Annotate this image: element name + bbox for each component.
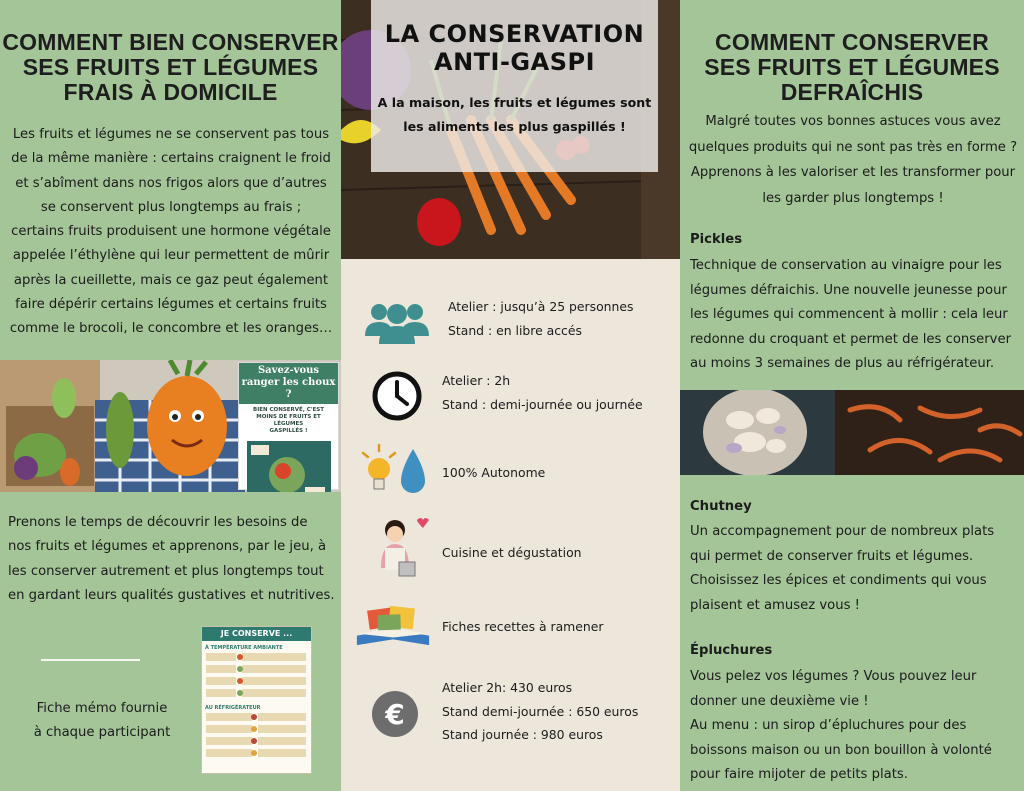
left-title-line: SES FRUITS ET LÉGUMES [22, 54, 319, 80]
memo-poster-section-heading: À TEMPÉRATURE AMBIANTE [205, 645, 283, 651]
text-line: Stand : en libre accés [448, 322, 582, 338]
text-line: de la même manière : certains craignent le froid [11, 151, 331, 167]
text-line: les légumes qui commencent à mollir : cela leur [690, 307, 1008, 322]
text-line: Atelier : jusqu’à 25 personnes [448, 299, 634, 314]
text-line: et s’abîment dans nos frigos alors que d’autres [15, 175, 327, 191]
text-line: les conserver autrement et plus longtemps tout [8, 563, 324, 579]
text-line: Au menu : un sirop d’épluchures pour des [690, 718, 967, 733]
svg-text:€: € [385, 698, 405, 731]
text-line: Prenons le temps de découvrir les besoins de [8, 515, 308, 530]
epluchures-text [690, 665, 1020, 788]
text-line: Un accompagnement pour de nombreux plats [690, 524, 995, 539]
memo-poster-section-heading: AU RÉFRIGÉRATEUR [205, 705, 261, 711]
feature-autonomy [341, 443, 680, 503]
main-title-line: ANTI-GASPI [434, 48, 595, 76]
choux-poster [238, 362, 339, 490]
feature-cooking [341, 514, 680, 584]
text-line: boissons maison ou un bon bouillon à volonté [690, 742, 992, 758]
text-line: faire dépérir certains légumes et certains fruits [15, 297, 327, 313]
text-line: BIEN CONSERVÉ, C'EST [253, 407, 324, 413]
text-line: Choisissez les épices et condiments qui vous [690, 573, 987, 588]
feature-text [442, 676, 638, 747]
chutney-heading: Chutney [690, 499, 752, 514]
feature-text [442, 369, 643, 416]
feature-capacity [341, 292, 680, 352]
feature-text [442, 541, 582, 565]
text-line: nos fruits et légumes et apprenons, par le jeu, à [8, 539, 327, 555]
text-line: ranger les choux ? [241, 377, 336, 400]
text-line: Les fruits et légumes ne se conservent pas tous [12, 127, 330, 142]
right-title-line: COMMENT CONSERVER [715, 29, 989, 55]
text-line: pour faire mijoter de petits plats. [690, 767, 908, 782]
chutney-text [690, 520, 1020, 618]
text-line: les garder plus longtemps ! [762, 190, 944, 206]
crochet-vegetables-photo [0, 360, 341, 492]
text-line: après la cueillette, mais ce gaz peut également [13, 272, 329, 288]
text-line: Fiche mémo fournie [36, 701, 168, 716]
text-line: GASPILLÉS ! [269, 428, 308, 434]
feature-text [442, 615, 603, 639]
clock-icon [359, 366, 435, 426]
text-line: MOINS DE FRUITS ET LÉGUMES [256, 414, 321, 427]
choux-poster-title [239, 363, 338, 404]
feature-pricing [341, 676, 680, 748]
recipe-books-icon [355, 600, 431, 656]
text-line: les aliments les plus gaspillés ! [403, 119, 626, 134]
text-line: Stand journée : 980 euros [442, 727, 603, 742]
text-line: comme le brocoli, le concombre et les oranges… [9, 321, 333, 337]
text-line: en gardant leurs qualités gustatives et nutritives. [8, 587, 335, 603]
right-panel [680, 0, 1024, 791]
text-line: Vous pelez vos légumes ? Vous pouvez leur [690, 669, 977, 684]
euro-icon [359, 682, 435, 742]
right-title [680, 30, 1024, 105]
text-line: légumes défraichis. Une nouvelle jeunesse pour [690, 282, 1007, 298]
people-icon [359, 292, 435, 352]
text-line: redonne du croquant et permet de les conserver [690, 331, 1012, 347]
text-line: A la maison, les fruits et légumes sont [377, 95, 652, 110]
epluchures-heading: Épluchures [690, 643, 773, 658]
memo-poster-grid-bottom [202, 711, 311, 769]
text-line: appelée l’éthylène qui leur permettent de mûrir [12, 248, 330, 264]
right-title-line: DEFRAÎCHIS [780, 79, 924, 105]
text-line: se conservent plus longtemps au frais ; [40, 199, 302, 215]
text-line: Apprenons à les valoriser et les transformer pour [690, 165, 1016, 180]
memo-poster-grid-top [202, 651, 311, 699]
main-subtitle [371, 91, 658, 139]
text-line: 100% Autonome [442, 465, 546, 480]
right-title-line: SES FRUITS ET LÉGUMES [704, 54, 1000, 80]
bulb-drop-icon [359, 443, 435, 503]
text-line: qui permet de conserver fruits et légumes. [690, 548, 974, 564]
divider-line [41, 659, 140, 661]
text-line: Stand demi-journée : 650 euros [442, 703, 639, 719]
text-line: au moins 3 semaines de plus au réfrigérateur. [690, 356, 995, 371]
left-discover-paragraph [8, 511, 338, 608]
middle-panel [341, 0, 680, 791]
text-line: certains fruits produisent une hormone végétale [11, 224, 331, 240]
main-title-line: LA CONSERVATION [384, 20, 645, 48]
left-panel [0, 0, 341, 791]
pickles-photos [680, 390, 1024, 475]
text-line: quelques produits qui ne sont pas très en forme ? [688, 139, 1018, 155]
pickles-heading: Pickles [690, 232, 743, 247]
left-title-line: FRAIS À DOMICILE [63, 79, 278, 105]
cook-icon [359, 514, 435, 584]
left-intro-paragraph [6, 123, 336, 342]
text-line: Atelier 2h: 430 euros [442, 680, 573, 695]
main-title [371, 20, 658, 76]
text-line: Atelier : 2h [442, 373, 511, 388]
text-line: Malgré toutes vos bonnes astuces vous avez [705, 114, 1001, 129]
feature-duration [341, 366, 680, 426]
text-line: Savez-vous [257, 365, 320, 376]
text-line: plaisent et amusez vous ! [690, 597, 860, 613]
pickles-text [690, 254, 1020, 377]
memo-poster-title: JE CONSERVE ... [202, 627, 311, 641]
left-title [0, 30, 341, 105]
right-intro-paragraph [686, 109, 1020, 211]
left-title-line: COMMENT BIEN CONSERVER [2, 29, 339, 55]
text-line: donner une deuxième vie ! [690, 693, 869, 709]
pickles-illustration [680, 390, 1024, 475]
feature-recipes [341, 600, 680, 656]
choux-poster-body [239, 404, 338, 435]
fiche-memo-text [22, 697, 182, 745]
text-line: Cuisine et dégustation [442, 545, 582, 560]
choux-poster-illustration [239, 435, 338, 492]
text-line: Technique de conservation au vinaigre pour les [690, 258, 1002, 273]
memo-poster [201, 626, 312, 774]
feature-text [442, 461, 545, 485]
text-line: à chaque participant [33, 725, 171, 740]
text-line: Stand : demi-journée ou journée [442, 396, 643, 412]
feature-text [448, 295, 633, 342]
text-line: Fiches recettes à ramener [442, 619, 604, 634]
